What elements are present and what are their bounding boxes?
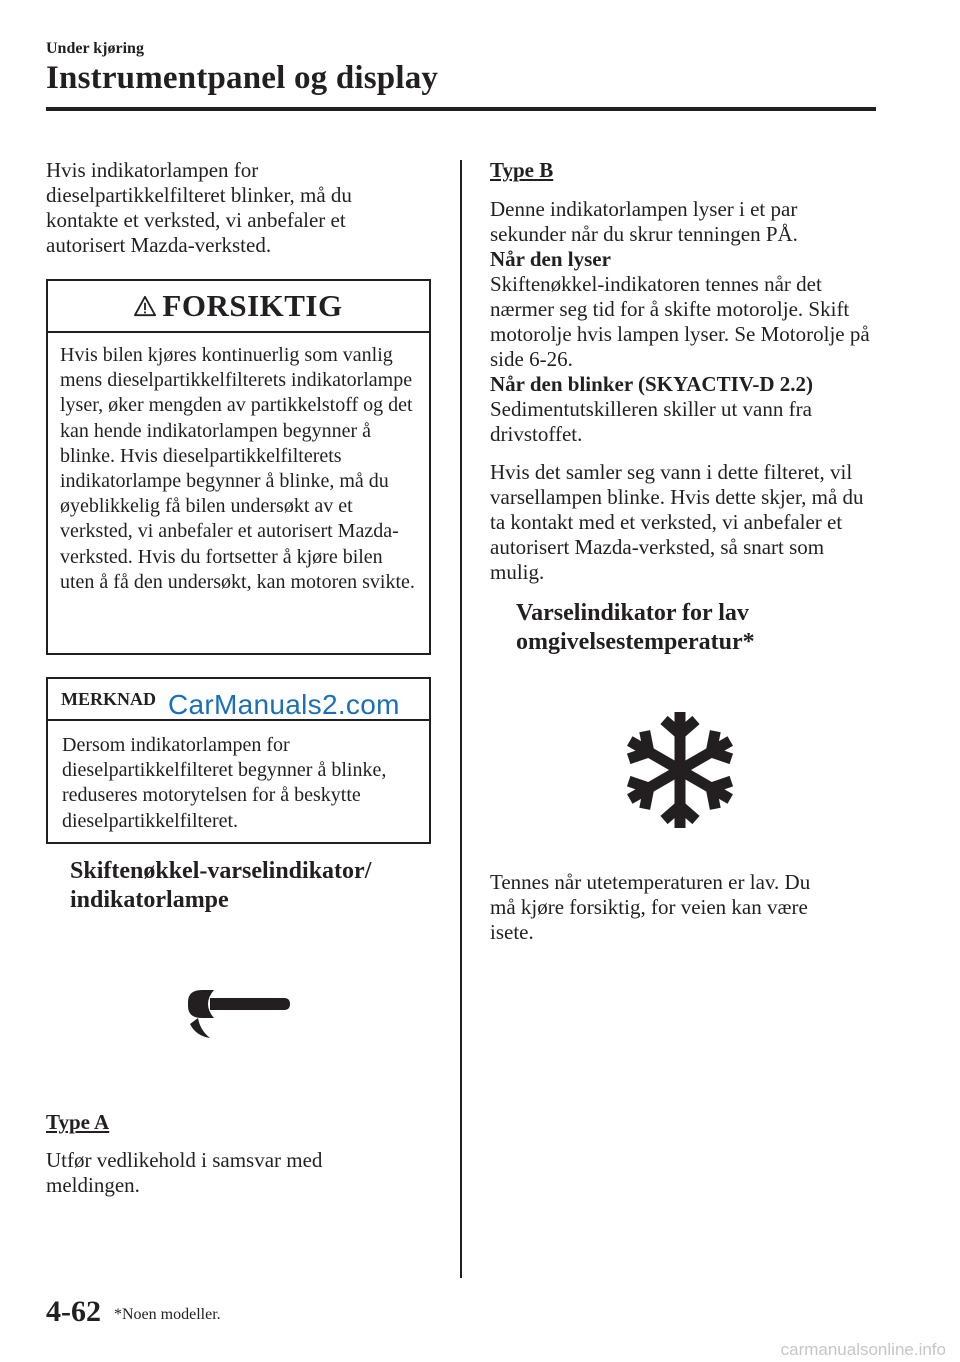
- header-rule: [46, 107, 876, 111]
- wrench-icon: [184, 988, 294, 1044]
- low-temperature-heading: Varselindikator for lav omgivelsestemperatur*: [516, 600, 755, 655]
- column-divider: [460, 160, 462, 1278]
- watermark-top[interactable]: CarManuals2.com: [168, 689, 400, 720]
- low-temperature-text: Tennes når utetemperaturen er lav. Du må kjøre forsiktig, for veien kan være isete.: [490, 870, 811, 944]
- snowflake-icon: [618, 708, 742, 832]
- wrench-indicator-heading: Skiftenøkkel-varselindikator/ indikatorlampe: [70, 858, 372, 913]
- type-a-text: Utfør vedlikehold i samsvar med meldingen.: [46, 1148, 323, 1197]
- note-body: Dersom indikatorlampen for dieselpartikkelfilteret begynner å blinke, reduseres motorytelsen for å beskytte dieselpartikkelfilteret.: [62, 734, 387, 832]
- caution-title: FORSIKTIG: [162, 288, 343, 323]
- caution-body: Hvis bilen kjøres kontinuerlig som vanlig mens dieselpartikkelfilterets indikatorlampe lyser, øker mengden av partikkelstoff og det kan hende indikatorlampen begynner å blinke. Hvis dieselpartikkelfilterets indikatorlampe begynner å blinke, må du øyeblikkelig få bilen undersøkt av et verksted, vi anbefaler et autorisert Mazda-verksted. Hvis du fortsetter å kjøre bilen uten å få den undersøkt, kan motoren svikte.: [60, 344, 415, 593]
- type-b-label: Type B: [490, 158, 554, 182]
- when-blinking-text: Sedimentutskilleren skiller ut vann fra drivstoffet.: [490, 397, 812, 446]
- warning-triangle-icon: [134, 295, 156, 317]
- watermark-bottom[interactable]: carmanualsonline.info: [780, 1340, 946, 1359]
- intro-paragraph: Hvis indikatorlampen for dieselpartikkelfilteret blinker, må du kontakte et verksted, vi anbefaler et autorisert Mazda-verksted.: [46, 158, 352, 257]
- when-lit-text: Skiftenøkkel-indikatoren tennes når det nærmer seg tid for å skifte motorolje. Skift motorolje hvis lampen lyser. Se Motorolje på side 6-26.: [490, 272, 870, 371]
- caution-header: [48, 281, 429, 333]
- page-number: 4-62: [46, 1295, 101, 1328]
- type-a-label: Type A: [46, 1110, 110, 1134]
- when-blinking-heading: Når den blinker (SKYACTIV-D 2.2): [490, 372, 814, 396]
- when-lit-heading: Når den lyser: [490, 247, 611, 271]
- footnote: *Noen modeller.: [114, 1306, 221, 1323]
- section-label: Under kjøring: [46, 40, 144, 57]
- water-warning-text: Hvis det samler seg vann i dette filteret, vil varsellampen blinke. Hvis dette skjer, må du ta kontakt med et verksted, vi anbefaler et autorisert Mazda-verksted, så snart som mulig.: [490, 460, 864, 584]
- page-title: Instrumentpanel og display: [46, 60, 439, 96]
- caution-box: [46, 279, 431, 655]
- note-label: MERKNAD: [61, 689, 156, 709]
- type-b-intro: Denne indikatorlampen lyser i et par sekunder når du skrur tenningen PÅ.: [490, 197, 798, 246]
